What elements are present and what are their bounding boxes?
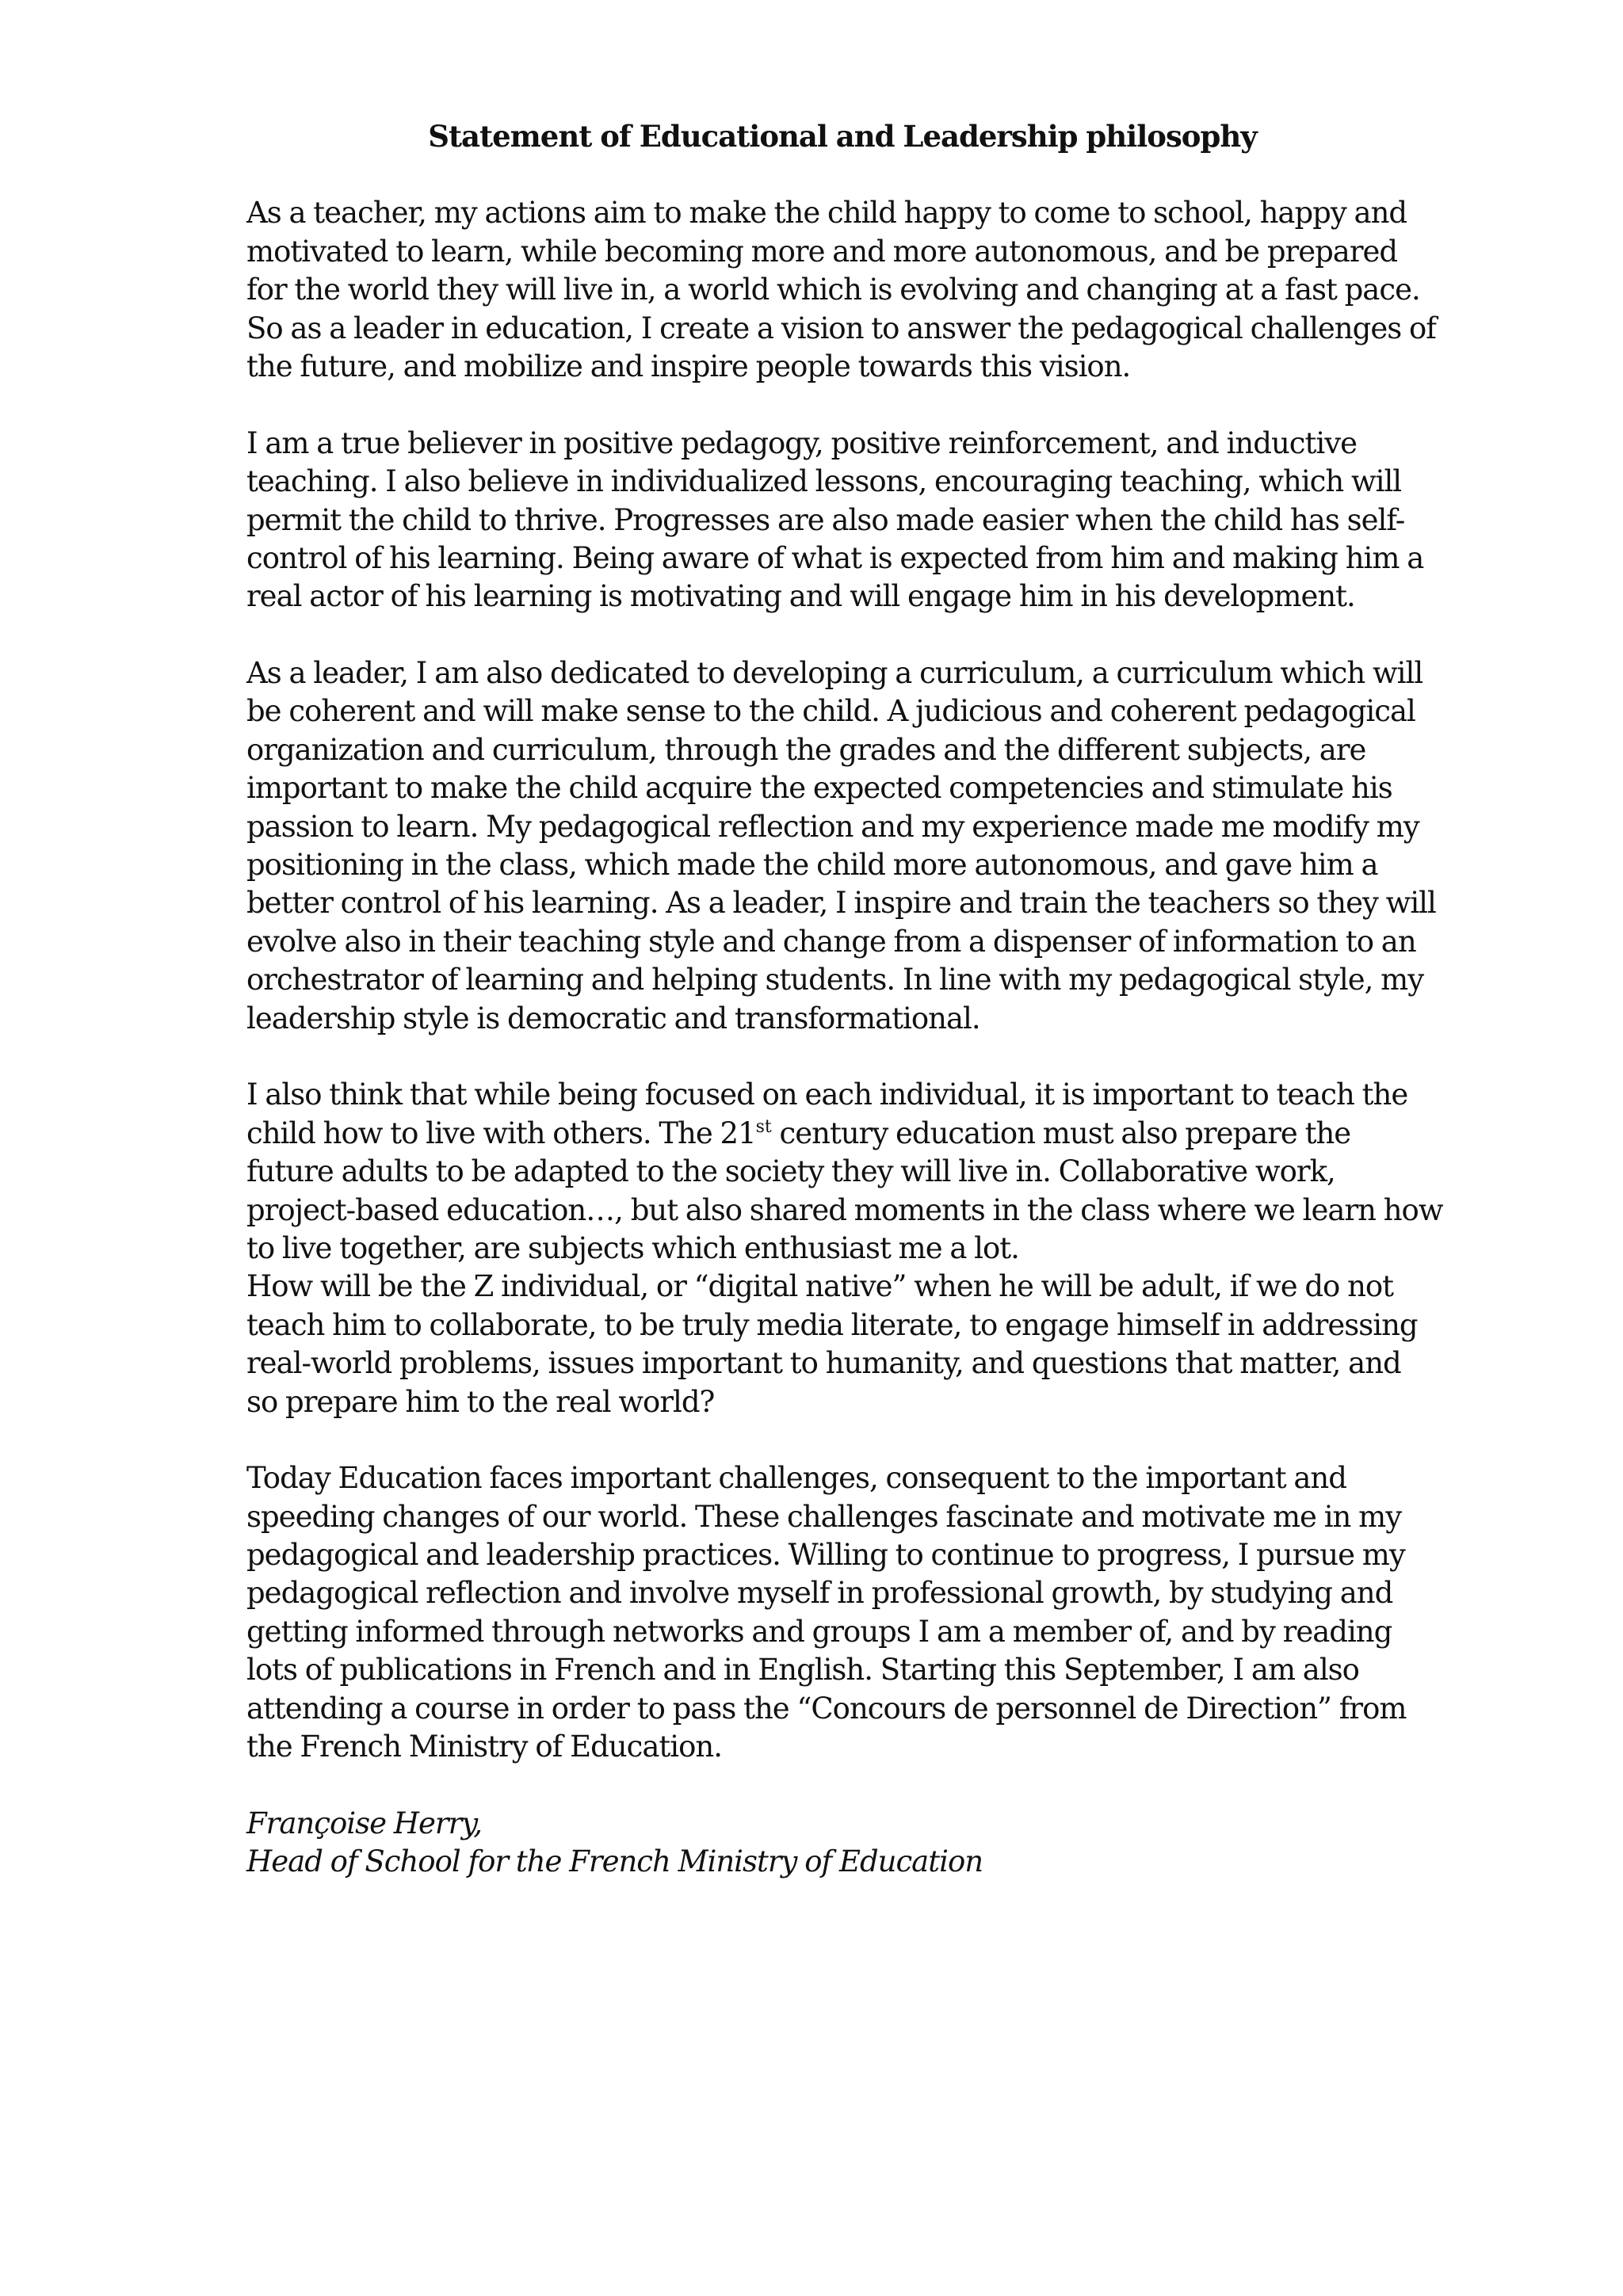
text-line: real-world problems, issues important to humanity, and questions that matter, and [246,1346,1401,1381]
text-line: for the world they will live in, a world which is evolving and changing at a fast pace. [246,273,1420,307]
text-line: As a teacher, my actions aim to make the child happy to come to school, happy and [246,196,1407,231]
paragraph-1 [246,194,1451,386]
text-line: speeding changes of our world. These challenges fascinate and motivate me in my [246,1499,1402,1534]
text-line: so prepare him to the real world? [246,1384,715,1419]
signature-name: Françoise Herry, [246,1806,483,1840]
paragraph-5 [246,1459,1451,1766]
text-fragment: century education must also prepare the [771,1116,1351,1150]
text-line: I am a true believer in positive pedagogy, positive reinforcement, and inductive [246,425,1357,460]
text-line: positioning in the class, which made the child more autonomous, and gave him a [246,848,1378,883]
text-line: I also think that while being focused on each individual, it is important to teach the [246,1077,1408,1112]
text-line: pedagogical reflection and involve myself in professional growth, by studying and [246,1576,1393,1611]
text-line: real actor of his learning is motivating and will engage him in his development. [246,579,1355,614]
text-line: leadership style is democratic and transformational. [246,1001,980,1035]
text-line: better control of his learning. As a leader, I inspire and train the teachers so they will [246,886,1436,921]
text-line: future adults to be adapted to the society they will live in. Collaborative work, [246,1154,1335,1189]
text-line: getting informed through networks and groups I am a member of, and by reading [246,1614,1392,1649]
text-line: Today Education faces important challenges, consequent to the important and [246,1461,1346,1496]
text-line: evolve also in their teaching style and change from a dispenser of information to an [246,924,1416,959]
text-line: attending a course in order to pass the “Concours de personnel de Direction” from [246,1691,1407,1726]
text-line: pedagogical and leadership practices. Willing to continue to progress, I pursue my [246,1538,1405,1573]
signature-block [246,1805,1451,1882]
signature-role: Head of School for the French Ministry of Education [246,1844,983,1879]
text-line: project-based education…, but also shared moments in the class where we learn how [246,1192,1443,1227]
text-line: So as a leader in education, I create a vision to answer the pedagogical challenges of [246,311,1436,345]
text-fragment: child how to live with others. The 21 [246,1116,756,1150]
text-line: As a leader, I am also dedicated to developing a curriculum, a curriculum which will [246,656,1423,691]
text-line: be coherent and will make sense to the child. A judicious and coherent pedagogical [246,694,1415,729]
text-line: the French Ministry of Education. [246,1730,722,1764]
text-line-with-superscript [246,1115,1451,1153]
paragraph-4 [246,1076,1451,1421]
text-line: control of his learning. Being aware of what is expected from him and making him a [246,540,1424,575]
text-line: teaching. I also believe in individualized lessons, encouraging teaching, which will [246,464,1402,499]
text-line: orchestrator of learning and helping students. In line with my pedagogical style, my [246,963,1424,997]
paragraph-2 [246,425,1451,616]
text-line: to live together, are subjects which enthusiast me a lot. [246,1230,1019,1265]
text-line: motivated to learn, while becoming more and more autonomous, and be prepared [246,234,1398,269]
document-title: Statement of Educational and Leadership philosophy [428,119,1257,154]
text-line: important to make the child acquire the expected competencies and stimulate his [246,771,1392,806]
paragraph-3 [246,654,1451,1038]
text-line: passion to learn. My pedagogical reflection and my experience made me modify my [246,809,1419,844]
text-line: How will be the Z individual, or “digital native” when he will be adult, if we do not [246,1269,1394,1304]
ordinal-superscript: st [755,1116,772,1137]
document-body [246,117,1451,1882]
text-line: lots of publications in French and in English. Starting this September, I am also [246,1653,1359,1688]
text-line: teach him to collaborate, to be truly media literate, to engage himself in addressing [246,1307,1418,1342]
text-line: the future, and mobilize and inspire people towards this vision. [246,349,1131,383]
text-line: organization and curriculum, through the grades and the different subjects, are [246,732,1366,767]
text-line: permit the child to thrive. Progresses are also made easier when the child has self- [246,502,1405,537]
